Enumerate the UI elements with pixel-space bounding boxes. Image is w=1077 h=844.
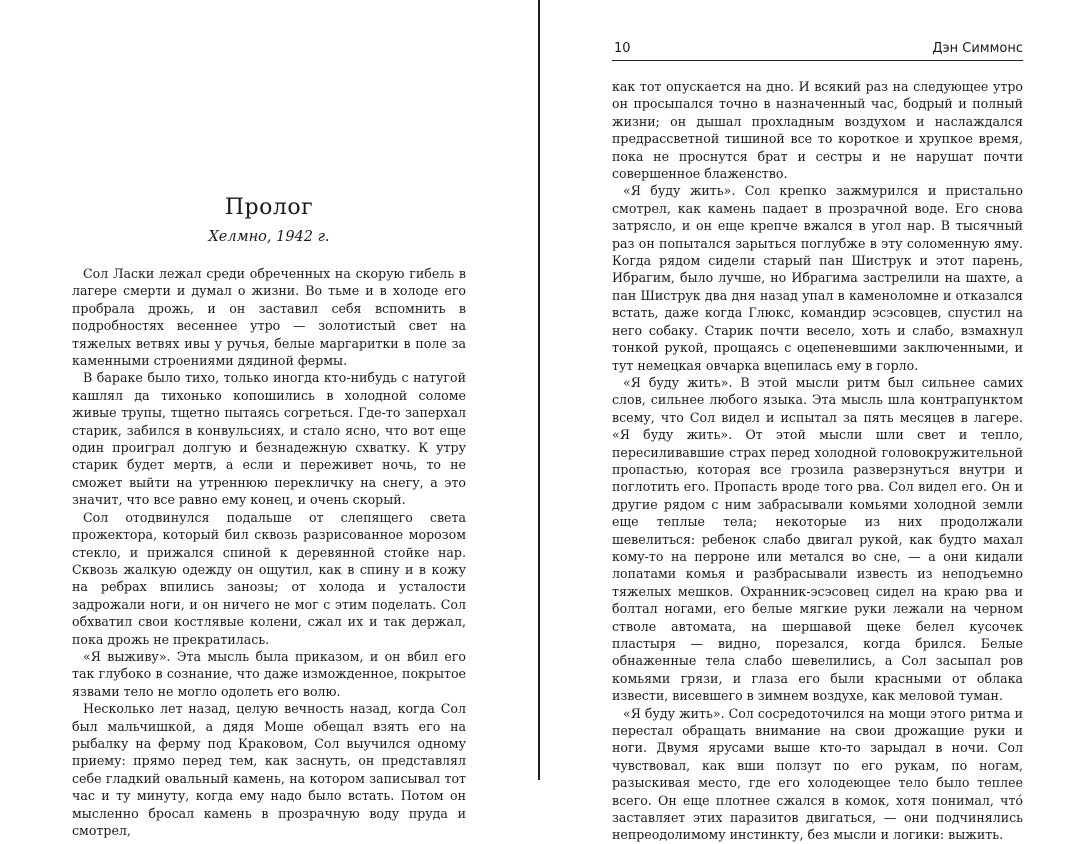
right-page-body bbox=[612, 78, 1023, 844]
paragraph: Сол отодвинулся подальше от слепящего света прожектора, который бил сквозь разрисованное морозом стекло, и прижался спиной к деревянной стойке нар. Сквозь жалкую одежду он ощутил, как в спину и в кожу на ребрах впились занозы; от холода и усталости задрожали ноги, и он ничего не мог с этим поделать. Сол обхватил свои костлявые колени, сжал их и так держал, пока дрожь не прекратилась. bbox=[72, 509, 466, 647]
chapter-subtitle: Хелмно, 1942 г. bbox=[208, 229, 330, 245]
running-head bbox=[612, 40, 1023, 61]
paragraph-continuation: как тот опускается на дно. И всякий раз на следующее утро он просыпался точно в назначенный час, бодрый и полный жизни; он дышал прохладным воздухом и наслаждался предрассветной тишиной все то короткое и хрупкое время, пока не проснутся брат и сестры и не нарушат почти совершенное блаженство. bbox=[612, 79, 1023, 182]
paragraph: «Я буду жить». В этой мысли ритм был сильнее самих слов, сильнее любого языка. Эта мысль шла контрапунктом всему, что Сол видел и испытал за пять месяцев в лагере. «Я буду жить». От этой мысли шли свет и тепло, пересиливавшие страх перед холодной головокружительной пропастью, которая все грозила разверзнуться внутри и поглотить его. Пропасть вроде того рва. Сол видел его. Он и другие рядом с ним забрасывали комьями холодной земли еще теплые тела; некоторые из них продолжали шевелиться: ребенок слабо двигал рукой, как будто махал кому-то на перроне или метался во сне, — а они кидали лопатами комья и разбрасывали известь из неподъемно тяжелых мешков. Охранник-эсэсовец сидел на краю рва и болтал ногами, его белые мягкие руки лежали на черном стволе автомата, на шершавой щеке белел кусочек пластыря — видно, порезался, когда брился. Белые обнаженные тела слабо шевелились, а Сол засыпал ров комьями грязи, и глаза его были красными от облака извести, висевшего в зимнем воздухе, как меловой туман. bbox=[612, 374, 1023, 704]
paragraph: В бараке было тихо, только иногда кто-нибудь с натугой кашлял да тихонько копошились в холодной соломе живые трупы, тщетно пытаясь согреться. Где-то заперхал старик, забился в конвульсиях, и стало ясно, что вот еще один проиграл долгую и безнадежную схватку. К утру старик будет мертв, а если и переживет ночь, то не сможет выйти на утреннюю перекличку на снегу, а это значит, что все равно ему конец, и очень скорый. bbox=[72, 370, 466, 508]
paragraph: Сол Ласки лежал среди обреченных на скорую гибель в лагере смерти и думал о жизни. Во тьме и в холоде его пробрала дрожь, и он заставил себя вспомнить в подробностях весеннее утро — золотистый свет на тяжелых ветвях ивы у ручья, белые маргаритки в поле за каменными строениями дядиной фермы. bbox=[72, 266, 466, 369]
paragraph: «Я буду жить». Сол крепко зажмурился и пристально смотрел, как камень падает в прозрачной воде. Его снова затрясло, и он еще крепче вжался в угол нар. В тысячный раз он попытался зарыться поглубже в эту соломенную яму. Когда рядом сидели старый пан Шиструк и этот парень, Ибрагим, было лучше, но Ибрагима застрелили на шахте, а пан Шиструк два дня назад упал в каменоломне и отказался встать, даже когда Глюкс, командир эсэсовцев, спустил на него собаку. Старик почти весело, хоть и слабо, взмахнул тонкой рукой, прощаясь с оцепеневшими заключенными, и тут немецкая овчарка вцепилась ему в горло. bbox=[612, 183, 1023, 373]
page-number: 10 bbox=[614, 41, 631, 56]
left-page-body bbox=[72, 265, 466, 839]
paragraph: «Я буду жить». Сол сосредоточился на мощи этого ритма и перестал обращать внимание на свои дрожащие руки и ноги. Двумя ярусами выше кто-то зарыдал в ночи. Сол чувствовал, как вши ползут по его рукам, по ногам, разыскивая место, где его холодеющее тело было теплее всего. Он еще плотнее сжался в комок, хотя понимал, что́ заставляет этих паразитов двигаться, — они подчинялись непреодолимому инстинкту, без мысли и логики: выжить. bbox=[612, 705, 1023, 843]
chapter-title: Пролог bbox=[224, 195, 314, 220]
running-head-author: Дэн Симмонс bbox=[932, 41, 1023, 56]
paragraph: Несколько лет назад, целую вечность назад, когда Сол был мальчишкой, а дядя Моше обещал взять его на рыбалку на ферму под Краковом, Сол выучился одному приему: прямо перед тем, как заснуть, он представлял себе гладкий овальный камень, на котором записывал тот час и ту минуту, когда ему надо было встать. Потом он мысленно бросал камень в прозрачную воду пруда и смотрел, bbox=[72, 701, 466, 838]
paragraph: «Я выживу». Эта мысль была приказом, и он вбил его так глубоко в сознание, что даже изможденное, покрытое язвами тело не могло одолеть его волю. bbox=[72, 648, 466, 699]
page-gutter-divider bbox=[538, 0, 540, 780]
